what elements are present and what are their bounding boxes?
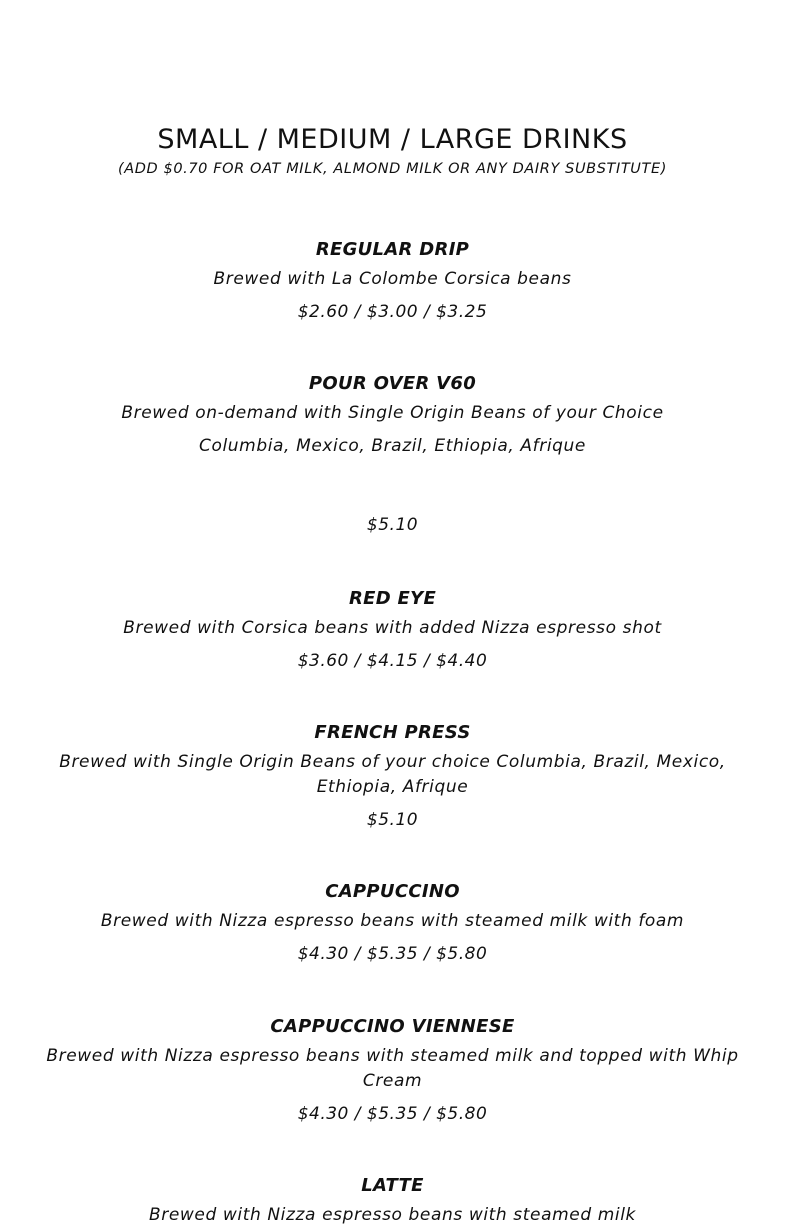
item-price: $2.60 / $3.00 / $3.25 <box>297 302 488 322</box>
item-price: $4.30 / $5.35 / $5.80 <box>297 944 488 964</box>
item-name: CAPPUCCINO VIENNESE <box>270 1016 515 1037</box>
menu-item-cappuccino <box>30 880 755 967</box>
item-origins: Columbia, Mexico, Brazil, Ethiopia, Afrique <box>199 436 586 456</box>
item-name: LATTE <box>361 1175 424 1196</box>
item-price: $3.60 / $4.15 / $4.40 <box>297 651 488 671</box>
menu-item-cappuccino-viennese <box>30 1015 755 1127</box>
item-description: Brewed with Corsica beans with added Nizza espresso shot <box>123 618 662 638</box>
item-price: $4.30 / $5.35 / $5.80 <box>297 1104 488 1124</box>
menu-item-red-eye <box>30 587 755 674</box>
item-name: POUR OVER V60 <box>308 373 477 394</box>
item-price: $5.10 <box>366 810 419 830</box>
menu-title: SMALL / MEDIUM / LARGE DRINKS <box>157 124 628 155</box>
menu-subtitle: (ADD $0.70 FOR OAT MILK, ALMOND MILK OR ANY DAIRY SUBSTITUTE) <box>117 161 667 177</box>
menu-item-latte <box>30 1174 755 1228</box>
item-name: RED EYE <box>348 588 437 609</box>
item-name: REGULAR DRIP <box>315 239 470 260</box>
menu-item-pour-over-v60 <box>30 372 755 538</box>
item-price: $5.10 <box>366 515 419 535</box>
item-description: Brewed with Single Origin Beans of your choice Columbia, Brazil, Mexico, Ethiopia, Afrique <box>59 752 726 797</box>
item-description: Brewed with La Colombe Corsica beans <box>213 269 572 289</box>
item-description: Brewed with Nizza espresso beans with steamed milk and topped with Whip Cream <box>46 1046 739 1091</box>
item-description: Brewed with Nizza espresso beans with steamed milk <box>149 1205 636 1225</box>
item-description: Brewed with Nizza espresso beans with steamed milk with foam <box>100 911 685 931</box>
item-name: CAPPUCCINO <box>325 881 460 902</box>
item-description: Brewed on-demand with Single Origin Beans of your Choice <box>121 403 664 423</box>
item-name: FRENCH PRESS <box>314 722 471 743</box>
menu-item-regular-drip <box>30 238 755 325</box>
menu-item-french-press <box>30 721 755 833</box>
